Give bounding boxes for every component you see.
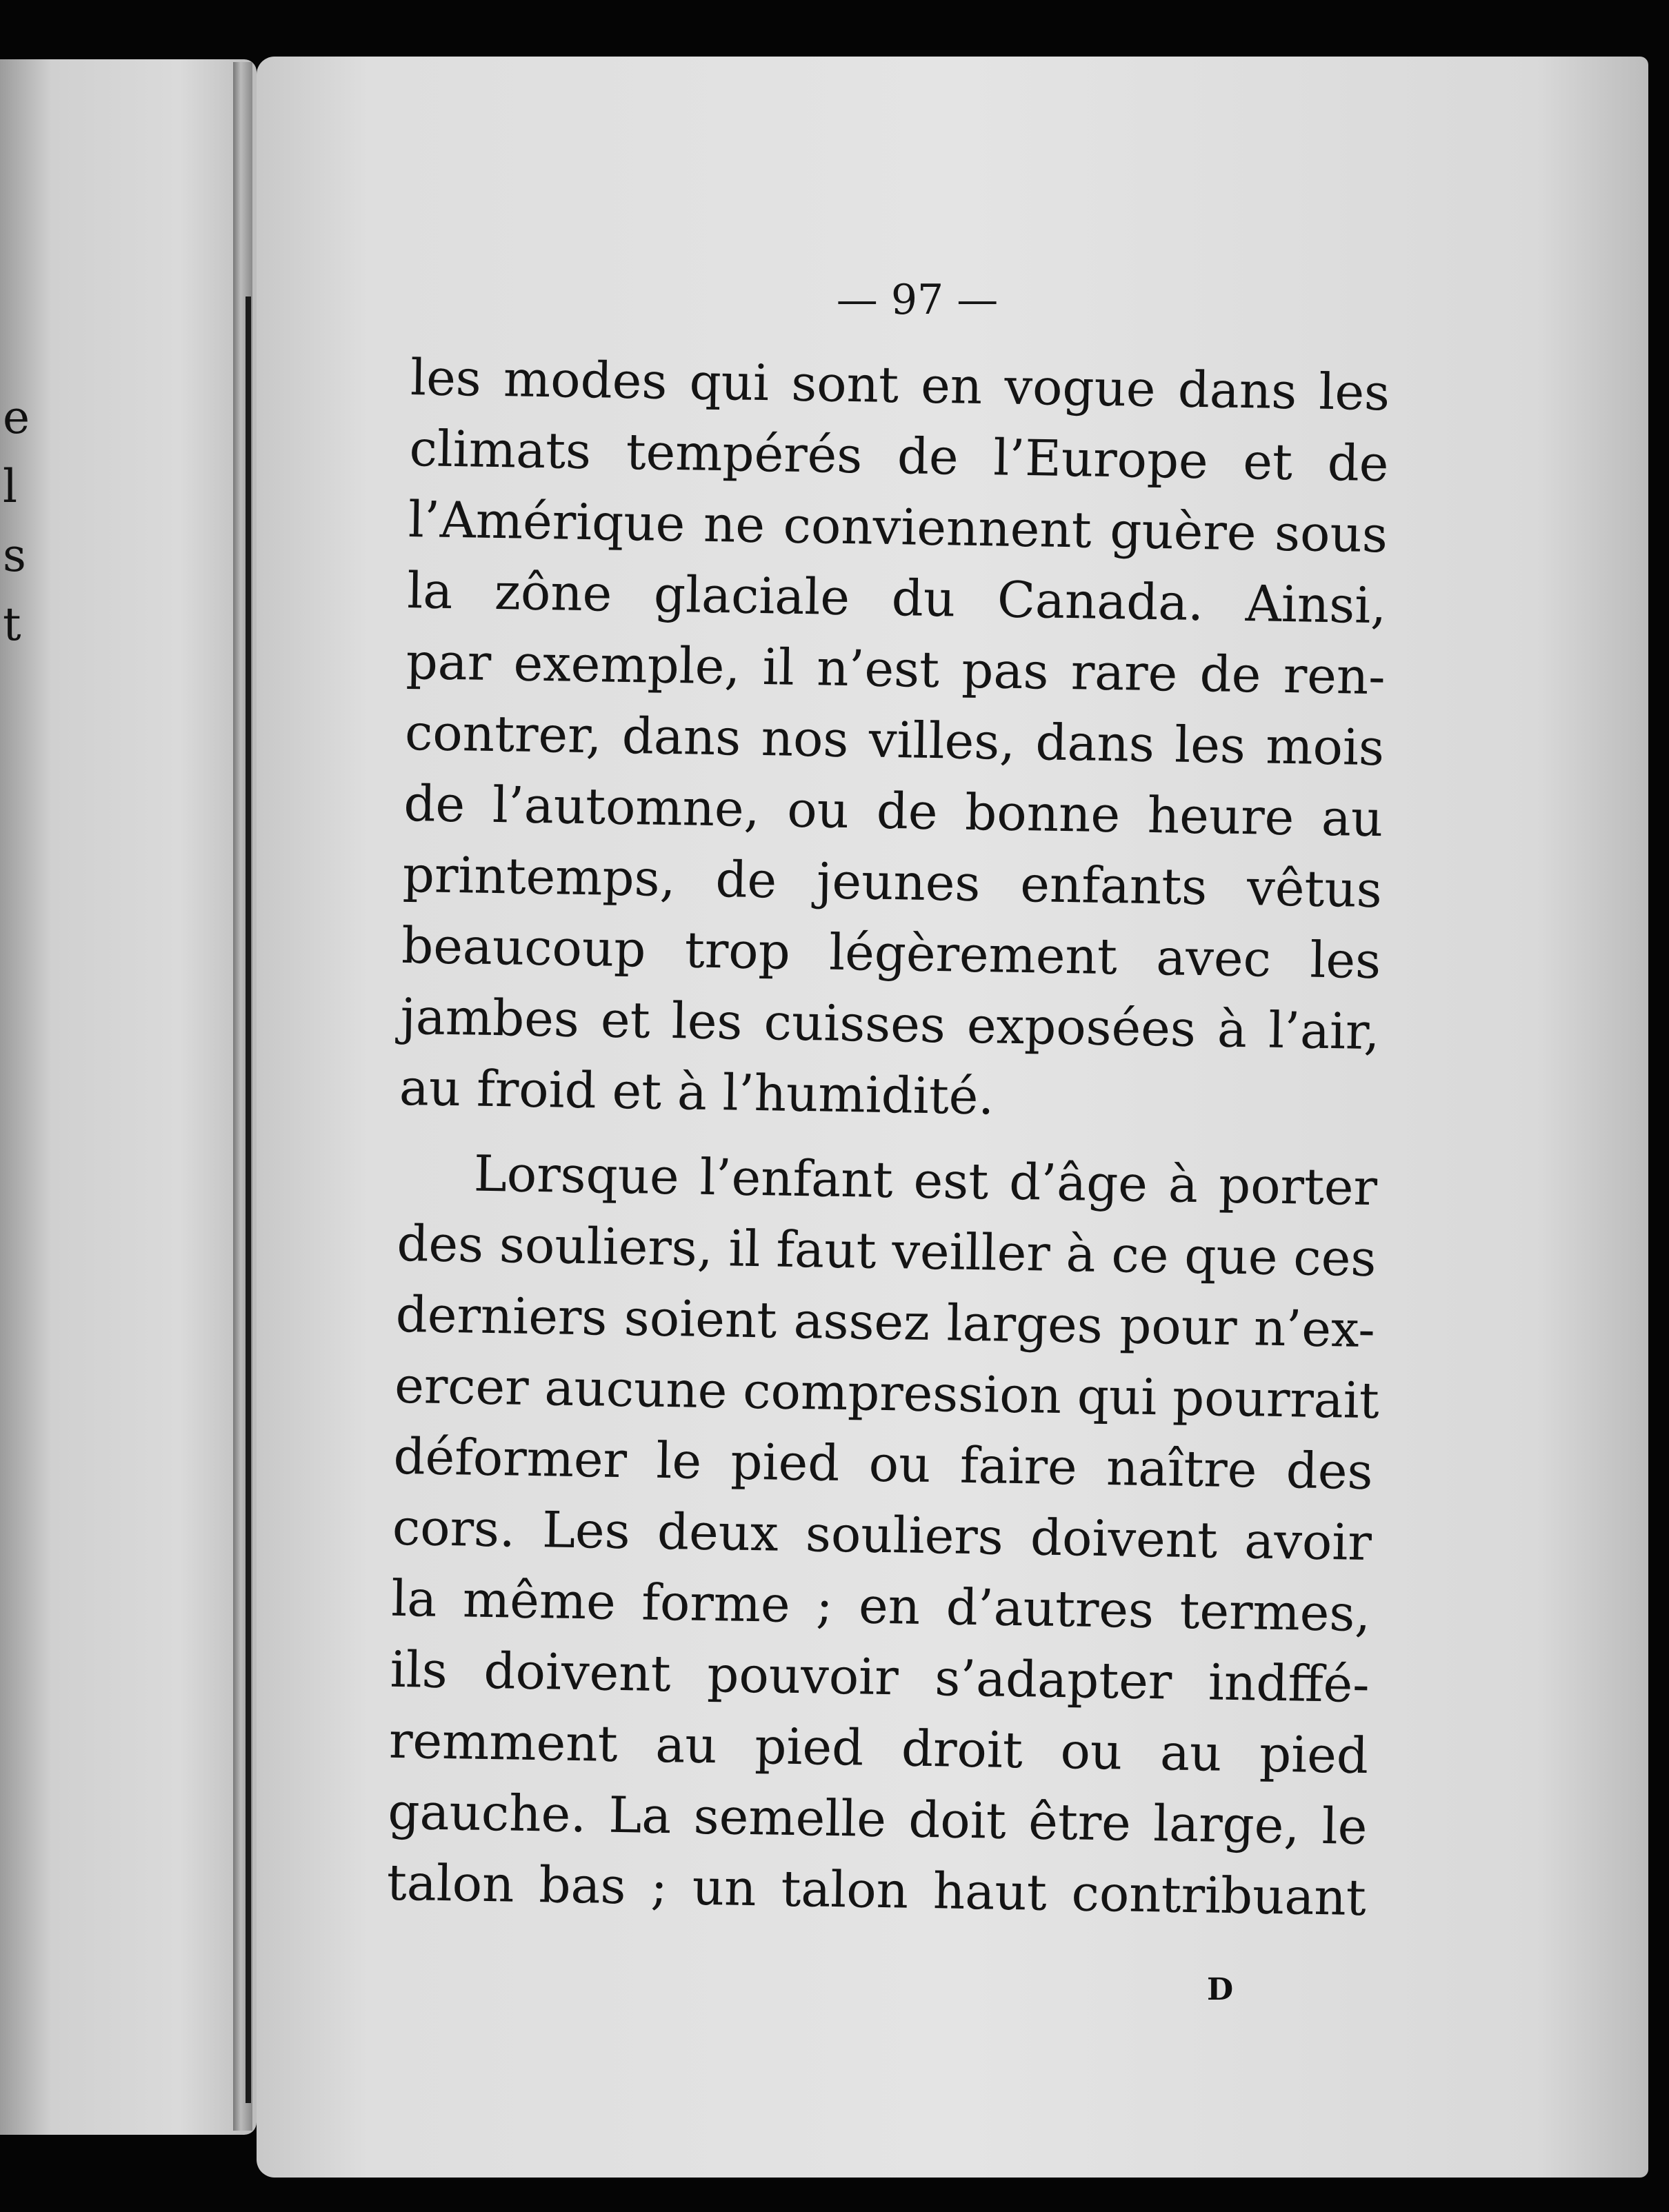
signature-mark: D — [1207, 1972, 1234, 2007]
text-line: gauche. La semelle doit être large, le — [387, 1782, 1368, 1856]
text-line: par exemple, il n’est pas rare de ren- — [406, 632, 1386, 706]
text-line: au froid et à l’humidité. — [399, 1058, 995, 1126]
text-line: la même forme ; en d’autres termes, — [390, 1569, 1371, 1643]
binding-thread — [246, 296, 251, 2103]
text-line: les modes qui sont en vogue dans les — [410, 348, 1390, 422]
text-line: contrer, dans nos villes, dans les mois — [404, 703, 1385, 777]
text-line: talon bas ; un talon haut contribuant — [386, 1853, 1367, 1927]
text-line: la zône glaciale du Canada. Ainsi, — [406, 561, 1387, 635]
page-number: — 97 — — [836, 276, 999, 324]
text-line: déformer le pied ou faire naître des — [392, 1427, 1374, 1501]
left-margin-letter: t — [3, 598, 21, 651]
paragraph-2 — [386, 1137, 1378, 1933]
left-page — [0, 59, 257, 2135]
text-line: ils doivent pouvoir s’adapter indffé- — [390, 1640, 1370, 1714]
text-line: derniers soient assez larges pour n’ex- — [395, 1285, 1376, 1359]
left-margin-letter: s — [3, 529, 26, 582]
text-line: des souliers, il faut veiller à ce que ces — [396, 1214, 1377, 1288]
text-line: jambes et les cuisses exposées à l’air, — [399, 987, 1381, 1061]
text-line: ercer aucune compression qui pourrait — [394, 1356, 1380, 1430]
left-page-edge-text — [0, 383, 41, 659]
left-margin-letter: e — [3, 391, 30, 444]
text-line: Lorsque l’enfant est d’âge à porter — [473, 1144, 1378, 1217]
text-line: remment au pied droit ou au pied — [388, 1711, 1369, 1785]
text-line: climats tempérés de l’Europe et de — [408, 419, 1390, 493]
body-text — [386, 342, 1390, 1933]
left-margin-letter: l — [3, 460, 18, 513]
paragraph-1 — [399, 342, 1390, 1138]
text-line: printemps, de jeunes enfants vêtus — [402, 845, 1383, 919]
text-line: l’Amérique ne conviennent guère sous — [408, 490, 1388, 564]
text-line: beaucoup trop légèrement avec les — [401, 916, 1381, 990]
text-line: de l’automne, ou de bonne heure au — [403, 774, 1383, 848]
text-line: cors. Les deux souliers doivent avoir — [392, 1498, 1372, 1572]
